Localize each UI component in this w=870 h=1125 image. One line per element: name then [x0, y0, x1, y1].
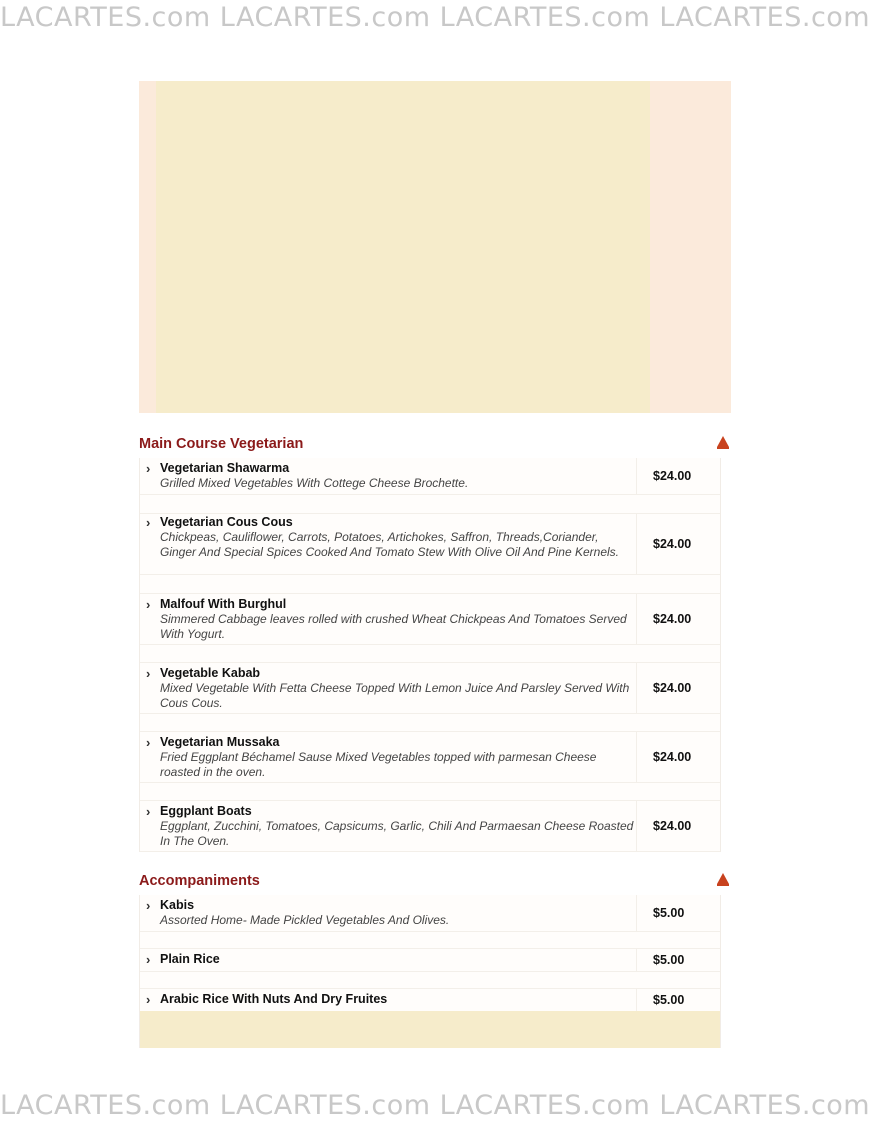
menu-item-list [139, 458, 721, 852]
item-description: Eggplant, Zucchini, Tomatoes, Capsicums, Garlic, Chili And Parmaesan Cheese Roasted In The Oven. [160, 819, 634, 848]
menu-item[interactable] [140, 458, 720, 495]
back-to-top-icon[interactable] [717, 436, 729, 447]
section-header [139, 432, 731, 458]
item-price: $24.00 [653, 750, 692, 764]
row-spacer [140, 932, 720, 949]
item-name: Vegetarian Mussaka [160, 735, 280, 749]
row-spacer [140, 714, 720, 732]
watermark-bottom: LACARTES.com LACARTES.com LACARTES.com LACARTES.com [0, 1090, 870, 1121]
item-price: $5.00 [653, 953, 685, 967]
chevron-right-icon: › [146, 804, 151, 819]
chevron-right-icon: › [146, 992, 151, 1007]
footer-band [140, 1011, 720, 1048]
item-name: Arabic Rice With Nuts And Dry Fruites [160, 992, 388, 1006]
section-title: Accompaniments [139, 873, 260, 889]
item-price: $5.00 [653, 993, 685, 1007]
menu-item[interactable] [140, 895, 720, 932]
menu-item[interactable] [140, 989, 720, 1011]
item-description: Mixed Vegetable With Fetta Cheese Topped With Lemon Juice And Parsley Served With Cous Cous. [160, 681, 630, 710]
row-spacer [140, 783, 720, 801]
chevron-right-icon: › [146, 515, 151, 530]
chevron-right-icon: › [146, 461, 151, 476]
item-name: Vegetable Kabab [160, 666, 261, 680]
row-spacer [140, 972, 720, 989]
item-description: Grilled Mixed Vegetables With Cottege Cheese Brochette. [160, 476, 469, 490]
chevron-right-icon: › [146, 735, 151, 750]
chevron-right-icon: › [146, 597, 151, 612]
item-name: Eggplant Boats [160, 804, 252, 818]
menu-item[interactable] [140, 514, 720, 575]
item-name: Vegetarian Shawarma [160, 461, 290, 475]
item-price: $24.00 [653, 819, 692, 833]
row-spacer [140, 575, 720, 594]
chevron-right-icon: › [146, 898, 151, 913]
item-name: Malfouf With Burghul [160, 597, 287, 611]
menu-item[interactable] [140, 594, 720, 645]
section-accompaniments [139, 869, 731, 1048]
menu-item[interactable] [140, 663, 720, 714]
item-description: Simmered Cabbage leaves rolled with crushed Wheat Chickpeas And Tomatoes Served With Yogurt. [160, 612, 627, 641]
section-header [139, 869, 731, 895]
item-price: $24.00 [653, 612, 692, 626]
item-price: $24.00 [653, 537, 692, 551]
item-price: $5.00 [653, 906, 685, 920]
menu-item[interactable] [140, 801, 720, 852]
item-name: Plain Rice [160, 952, 220, 966]
menu-item[interactable] [140, 732, 720, 783]
item-description: Chickpeas, Cauliflower, Carrots, Potatoes, Artichokes, Saffron, Threads,Coriander, Ginger And Special Spices Cooked And Tomato Stew With Olive Oil And Pine Kernels. [160, 530, 620, 559]
item-description: Fried Eggplant Béchamel Sause Mixed Vegetables topped with parmesan Cheese roasted in the oven. [160, 750, 597, 779]
row-spacer [140, 495, 720, 514]
row-spacer [140, 645, 720, 663]
hero-image-placeholder [139, 81, 731, 413]
section-main-course-vegetarian [139, 432, 731, 852]
item-name: Kabis [160, 898, 195, 912]
watermark-top: LACARTES.com LACARTES.com LACARTES.com LACARTES.com [0, 2, 870, 33]
back-to-top-icon[interactable] [717, 873, 729, 884]
item-description: Assorted Home- Made Pickled Vegetables And Olives. [160, 913, 450, 927]
menu-item-list [139, 895, 721, 1048]
chevron-right-icon: › [146, 952, 151, 967]
item-name: Vegetarian Cous Cous [160, 515, 293, 529]
item-price: $24.00 [653, 469, 692, 483]
section-title: Main Course Vegetarian [139, 436, 304, 452]
hero-image-inner [156, 81, 650, 413]
item-price: $24.00 [653, 681, 692, 695]
chevron-right-icon: › [146, 666, 151, 681]
menu-item[interactable] [140, 949, 720, 972]
